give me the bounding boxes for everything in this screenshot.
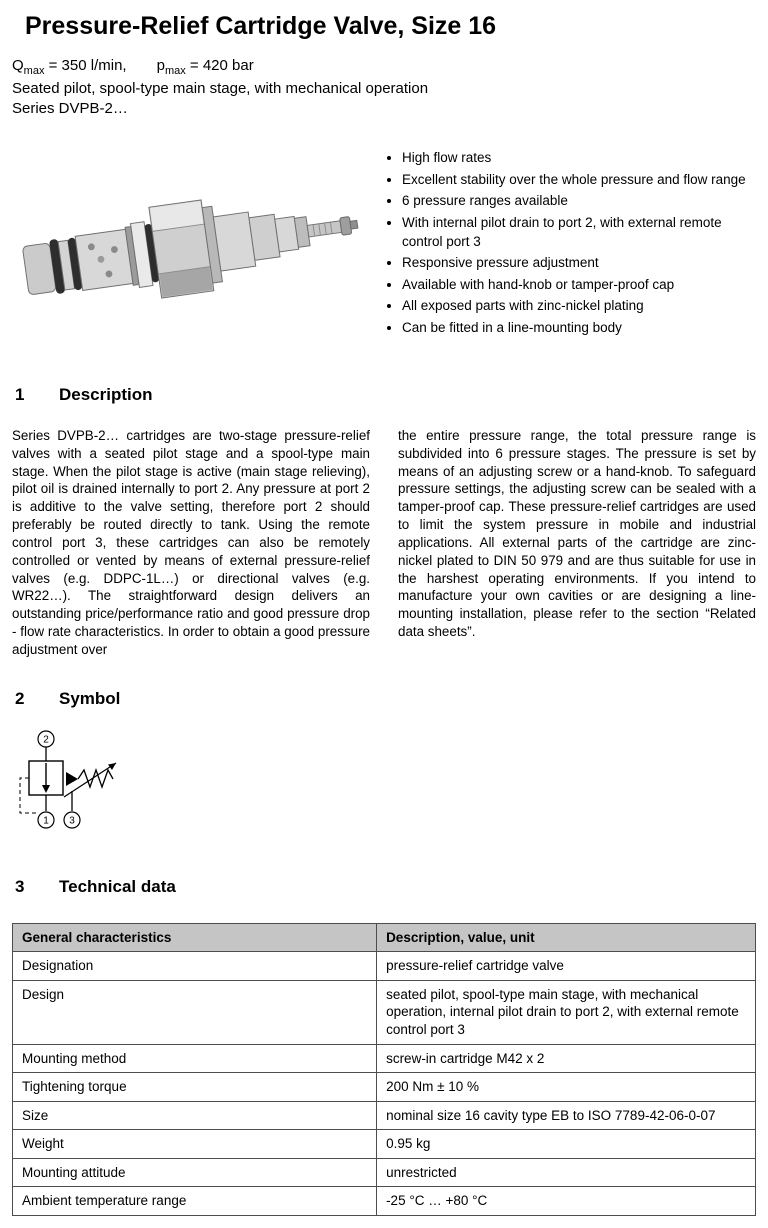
subtitle-line: Seated pilot, spool-type main stage, with mechanical operation <box>12 80 429 97</box>
series-line: Series DVPB-2… <box>12 100 128 117</box>
row-value: unrestricted <box>377 1158 756 1187</box>
svg-text:3: 3 <box>69 815 75 827</box>
table-header-value: Description, value, unit <box>377 923 756 952</box>
row-label: Design <box>13 980 377 1044</box>
description-col-right: the entire pressure range, the total pressure range is subdivided into 6 pressure stages. The pressure is set by means of an adjusting screw or a hand-knob. To safeguard pressure settings, the adjusting screw can be sealed with a tamper-proof cap. These pressure-relief cartridges are used to limit the system pressure in mobile and industrial applications. All external parts of the cartridge are zinc-nickel plated to DIN 50 979 and are thus suitable for use in the harshest operating environments. If you intend to manufacture your own cavities or are designing a line-mounting installation, please refer to the section “Related data sheets”. <box>398 428 756 640</box>
valve-square <box>29 761 63 795</box>
row-label: Designation <box>13 952 377 981</box>
svg-text:2: 2 <box>43 734 49 746</box>
section-title: Technical data <box>59 876 176 896</box>
row-value: seated pilot, spool-type main stage, with mechanical operation, internal pilot drain to port 2, with external remote control port 3 <box>377 980 756 1044</box>
page-title: Pressure-Relief Cartridge Valve, Size 16 <box>25 12 497 40</box>
pilot-poppet-triangle <box>66 772 78 786</box>
section-number: 1 <box>15 385 25 404</box>
row-value: screw-in cartridge M42 x 2 <box>377 1044 756 1073</box>
hydraulic-symbol <box>16 727 756 847</box>
row-label: Mounting method <box>13 1044 377 1073</box>
row-label: Tightening torque <box>13 1073 377 1102</box>
row-label: Mounting attitude <box>13 1158 377 1187</box>
section-symbol-heading <box>15 689 756 709</box>
port-circle-3 <box>64 812 80 828</box>
feature-item: • With internal pilot drain to port 2, with external remote control port 3 <box>402 214 756 251</box>
hero-row <box>12 145 756 355</box>
qmax-spec: $Q_{max} = 350$ l/min, <box>12 57 127 77</box>
section-title: Description <box>59 385 153 404</box>
section-number: 3 <box>15 876 25 896</box>
section-technical-heading <box>15 877 756 897</box>
feature-item: • High flow rates <box>402 149 756 168</box>
row-label: Weight <box>13 1130 377 1159</box>
spec-line <box>12 57 756 77</box>
feature-list <box>384 149 756 341</box>
section-title: Symbol <box>59 688 121 708</box>
row-label: Ambient temperature range <box>13 1187 377 1216</box>
svg-text:1: 1 <box>43 815 49 827</box>
row-value: 0.95 kg <box>377 1130 756 1159</box>
row-value: 200 Nm ± 10 % <box>377 1073 756 1102</box>
feature-item: • 6 pressure ranges available <box>402 192 756 211</box>
description-col-left: Series DVPB-2… cartridges are two-stage pressure-relief valves with a seated pilot stage and a spool-type main stage. When the pilot stage is active (main stage relieving), pilot oil is drained internally to port 2. Any pressure at port 2 is additive to the valve setting, therefore port 2 should preferably be routed directly to tank. Using the remote control port 3, these cartridges can also be remotely controlled or vented by means of external pressure-relief valves (e.g. DDPC-1L…) or directional valves (e.g. WR22…). The straightforward design delivers an outstanding price/performance ratio and good pressure drop - flow rate characteristics. In order to obtain a good pressure adjustment over <box>12 428 370 657</box>
table-row <box>13 1073 756 1102</box>
row-value: nominal size 16 cavity type EB to ISO 7789-42-06-0-07 <box>377 1101 756 1130</box>
table-row <box>13 1187 756 1216</box>
valve-adjusting-screw <box>202 187 362 283</box>
product-image <box>12 145 384 355</box>
row-value: -25 °C … +80 °C <box>377 1187 756 1216</box>
table-row <box>13 980 756 1044</box>
table-row <box>13 1101 756 1130</box>
valve-photo-illustration <box>12 145 372 350</box>
table-header-row <box>13 923 756 952</box>
section-number: 2 <box>15 688 25 708</box>
valve-nose <box>21 221 160 303</box>
relief-valve-symbol <box>16 727 176 842</box>
row-value: pressure-relief cartridge valve <box>377 952 756 981</box>
row-label: Size <box>13 1101 377 1130</box>
feature-item: • Excellent stability over the whole pressure and flow range <box>402 171 756 190</box>
port-circle-1 <box>38 812 54 828</box>
feature-item: • Responsive pressure adjustment <box>402 254 756 273</box>
feature-item: • Can be fitted in a line-mounting body <box>402 319 756 338</box>
port-circle-2 <box>38 731 54 747</box>
table-row <box>13 1130 756 1159</box>
feature-item: • All exposed parts with zinc-nickel plating <box>402 297 756 316</box>
table-header-general: General characteristics <box>13 923 377 952</box>
feature-item: • Available with hand-knob or tamper-proof cap <box>402 276 756 295</box>
table-row <box>13 952 756 981</box>
table-row <box>13 1044 756 1073</box>
table-row <box>13 1158 756 1187</box>
technical-data-table <box>12 923 756 1216</box>
section-description-heading <box>15 385 756 405</box>
pmax-spec: $p_{max} = 420$ bar <box>156 57 254 77</box>
description-text <box>12 427 756 659</box>
